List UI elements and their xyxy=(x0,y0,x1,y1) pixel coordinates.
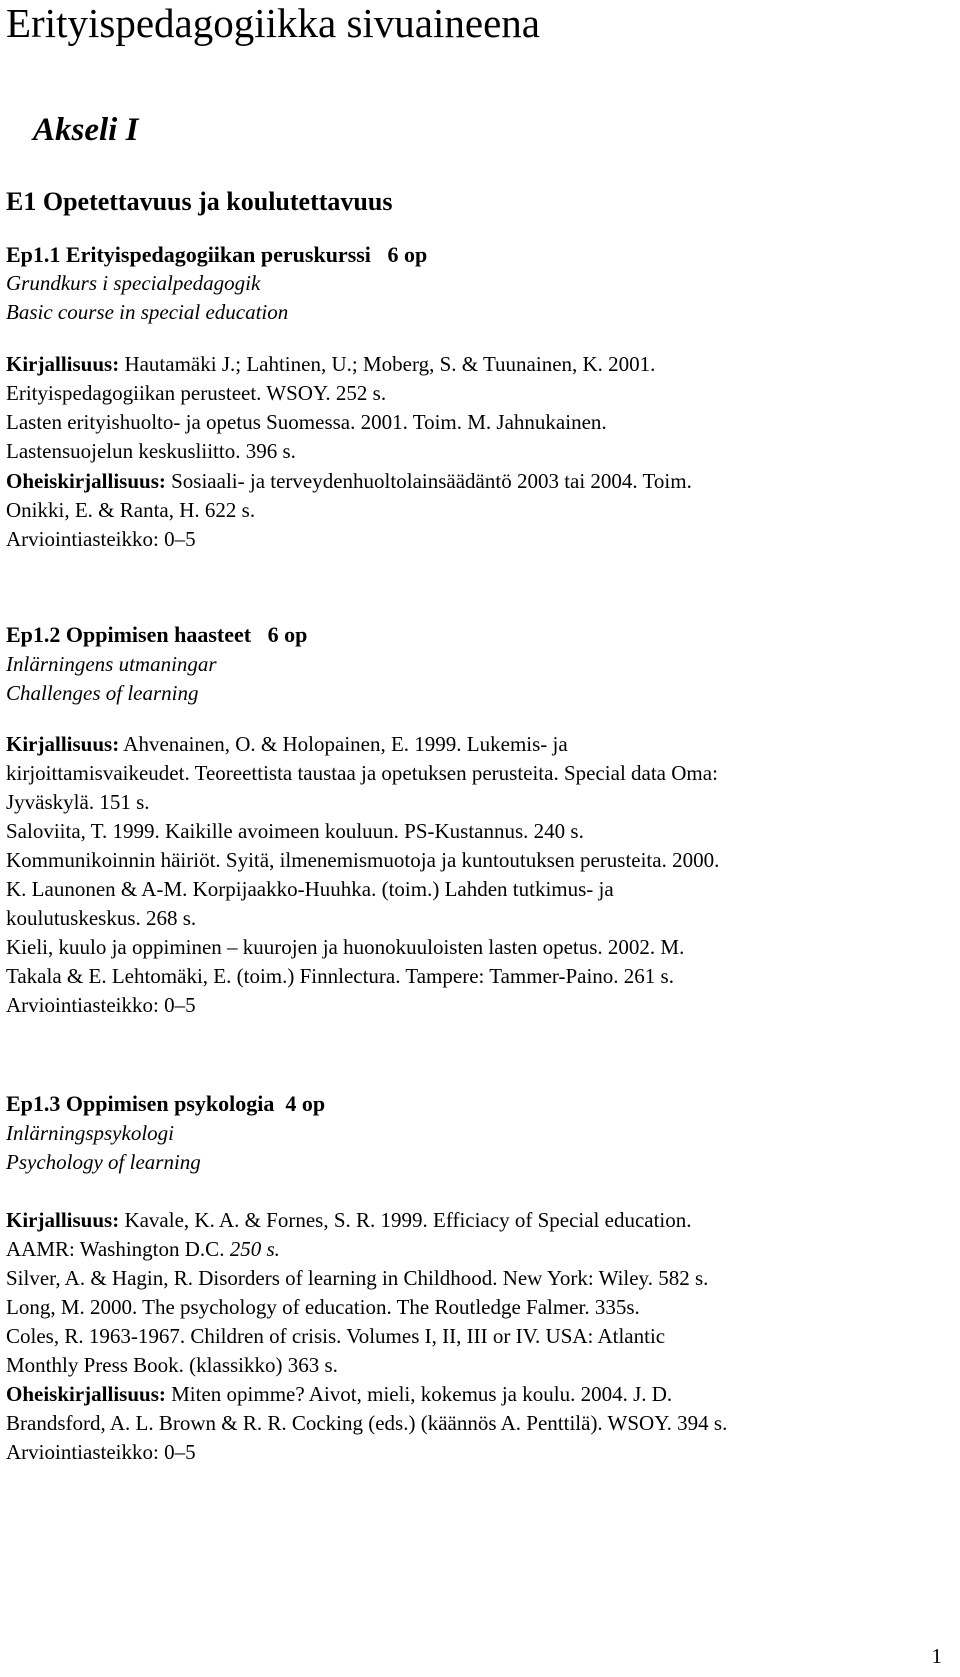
course-heading xyxy=(6,620,307,650)
course-credits: 6 op xyxy=(387,242,428,267)
document-title: Erityispedagogiikka sivuaineena xyxy=(6,0,540,46)
literature-line: Monthly Press Book. (klassikko) 363 s. xyxy=(6,1353,338,1377)
course-title-swedish: Inlärningens utmaningar xyxy=(6,652,217,676)
literature-label: Kirjallisuus: xyxy=(6,1208,120,1232)
area-heading: E1 Opetettavuus ja koulutettavuus xyxy=(6,187,393,216)
course-heading xyxy=(6,1089,325,1119)
course-title: Ep1.2 Oppimisen haasteet xyxy=(6,622,252,647)
literature-pages: 250 s. xyxy=(229,1237,280,1261)
course-title: Ep1.1 Erityispedagogiikan peruskurssi xyxy=(6,242,371,267)
literature-line: Kirjallisuus: Kavale, K. A. & Fornes, S. R. 1999. Efficiacy of Special education. xyxy=(6,1208,692,1232)
literature-line: Kommunikoinnin häiriöt. Syitä, ilmenemismuotoja ja kuntoutuksen perusteita. 2000. xyxy=(6,848,720,872)
course-title-english: Psychology of learning xyxy=(6,1150,201,1174)
literature-label: Kirjallisuus: xyxy=(6,732,120,756)
extra-literature-label: Oheiskirjallisuus: xyxy=(6,1382,166,1406)
literature-label: Kirjallisuus: xyxy=(6,352,120,376)
grading-scale: Arviointiasteikko: 0–5 xyxy=(6,1440,196,1464)
course-title-swedish: Inlärningspsykologi xyxy=(6,1121,174,1145)
literature-line: Kirjallisuus: Ahvenainen, O. & Holopainen, E. 1999. Lukemis- ja xyxy=(6,732,568,756)
course-credits: 4 op xyxy=(285,1091,326,1116)
extra-literature-line: Onikki, E. & Ranta, H. 622 s. xyxy=(6,498,256,522)
axis-heading: Akseli I xyxy=(33,112,139,148)
extra-literature-label: Oheiskirjallisuus: xyxy=(6,469,166,493)
grading-scale: Arviointiasteikko: 0–5 xyxy=(6,993,196,1017)
literature-line: koulutuskeskus. 268 s. xyxy=(6,906,197,930)
literature-line: AAMR: Washington D.C. 250 s. xyxy=(6,1237,280,1261)
literature-line: Long, M. 2000. The psychology of education. The Routledge Falmer. 335s. xyxy=(6,1295,640,1319)
literature-line: K. Launonen & A-M. Korpijaakko-Huuhka. (toim.) Lahden tutkimus- ja xyxy=(6,877,614,901)
course-title-swedish: Grundkurs i specialpedagogik xyxy=(6,271,261,295)
literature-line: Kieli, kuulo ja oppiminen – kuurojen ja huonokuuloisten lasten opetus. 2002. M. xyxy=(6,935,685,959)
course-heading xyxy=(6,240,427,270)
course-title-english: Challenges of learning xyxy=(6,681,199,705)
literature-line: kirjoittamisvaikeudet. Teoreettista taustaa ja opetuksen perusteita. Special data Oma: xyxy=(6,761,718,785)
extra-literature-line: Oheiskirjallisuus: Sosiaali- ja terveydenhuoltolainsäädäntö 2003 tai 2004. Toim. xyxy=(6,469,692,493)
extra-literature-line: Oheiskirjallisuus: Miten opimme? Aivot, mieli, kokemus ja koulu. 2004. J. D. xyxy=(6,1382,673,1406)
course-title-english: Basic course in special education xyxy=(6,300,289,324)
literature-line: Coles, R. 1963-1967. Children of crisis. Volumes I, II, III or IV. USA: Atlantic xyxy=(6,1324,666,1348)
literature-line: Saloviita, T. 1999. Kaikille avoimeen kouluun. PS-Kustannus. 240 s. xyxy=(6,819,584,843)
literature-line: Jyväskylä. 151 s. xyxy=(6,790,150,814)
extra-literature-line: Brandsford, A. L. Brown & R. R. Cocking (eds.) (käännös A. Penttilä). WSOY. 394 s. xyxy=(6,1411,728,1435)
course-credits: 6 op xyxy=(267,622,308,647)
page-number: 1 xyxy=(931,1644,942,1668)
literature-line: Takala & E. Lehtomäki, E. (toim.) Finnlectura. Tampere: Tammer-Paino. 261 s. xyxy=(6,964,674,988)
literature-line: Silver, A. & Hagin, R. Disorders of learning in Childhood. New York: Wiley. 582 s. xyxy=(6,1266,709,1290)
literature-line: Erityispedagogiikan perusteet. WSOY. 252 s. xyxy=(6,381,387,405)
grading-scale: Arviointiasteikko: 0–5 xyxy=(6,527,196,551)
literature-line: Kirjallisuus: Hautamäki J.; Lahtinen, U.; Moberg, S. & Tuunainen, K. 2001. xyxy=(6,352,656,376)
course-title: Ep1.3 Oppimisen psykologia xyxy=(6,1091,275,1116)
literature-line: Lasten erityishuolto- ja opetus Suomessa. 2001. Toim. M. Jahnukainen. xyxy=(6,410,607,434)
literature-line: Lastensuojelun keskusliitto. 396 s. xyxy=(6,439,296,463)
